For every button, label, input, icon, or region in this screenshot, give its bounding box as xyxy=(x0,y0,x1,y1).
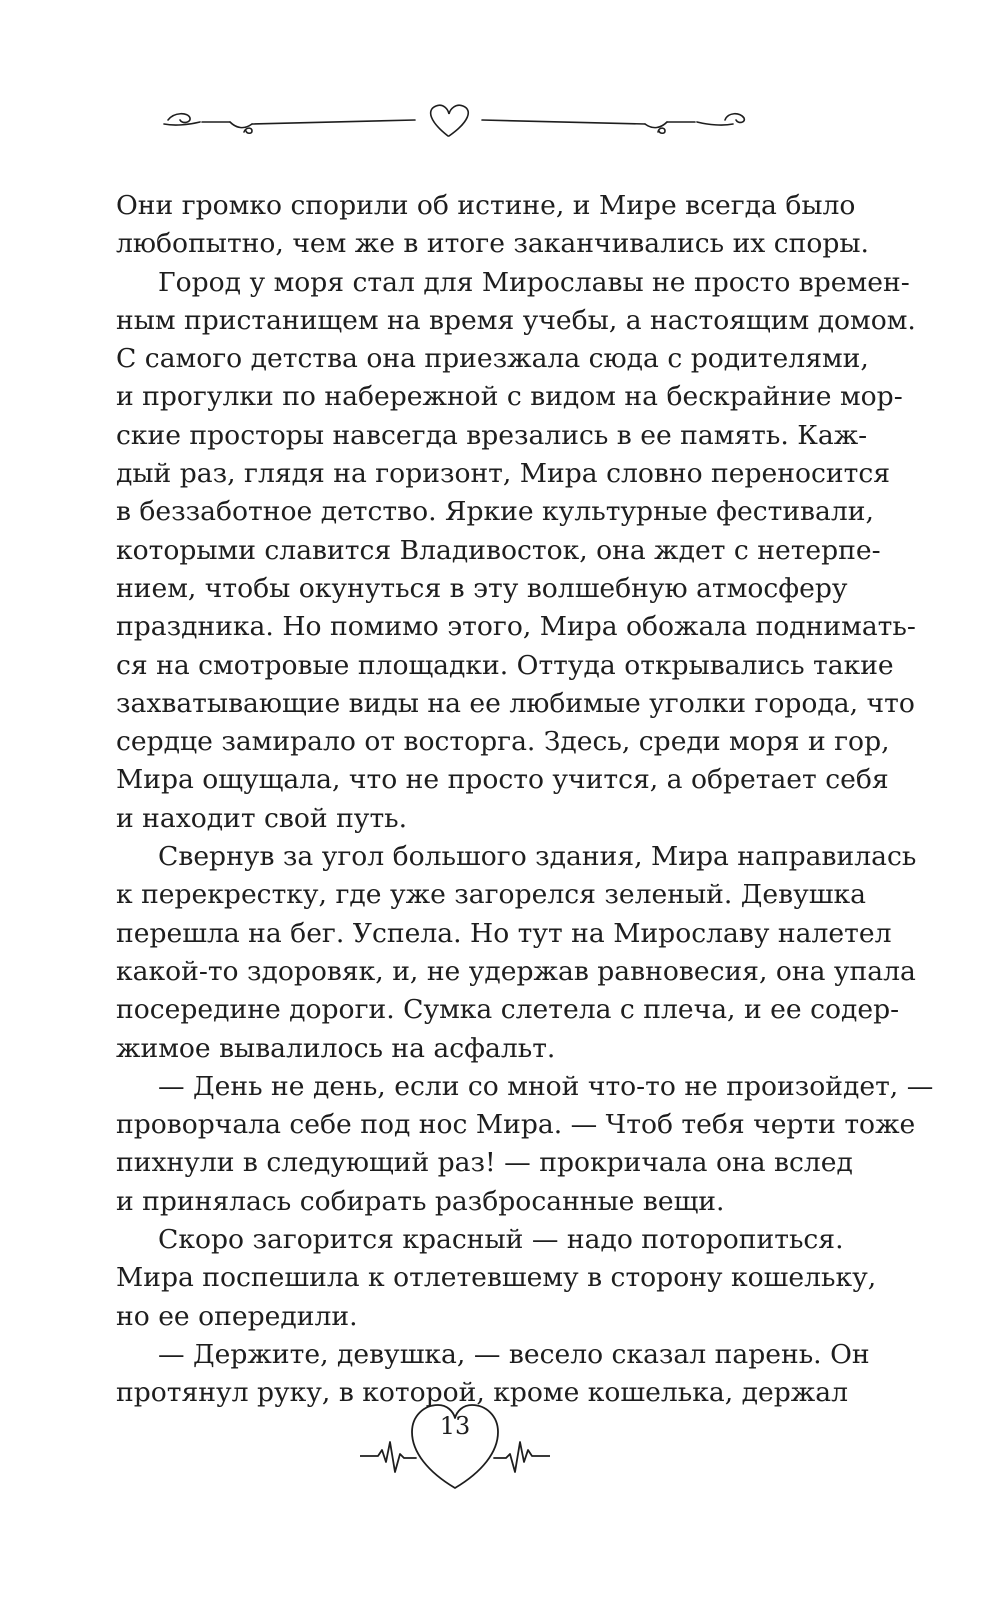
text-line: но ее опередили. xyxy=(116,1300,358,1332)
text-line: Мира ощущала, что не просто учится, а обретает себя xyxy=(116,764,889,796)
text-line: ным пристанищем на время учебы, а настоящим домом. xyxy=(116,304,916,336)
text-line: Город у моря стал для Мирославы не просто времен- xyxy=(158,266,910,298)
page-footer xyxy=(360,1380,550,1498)
text-line: и прогулки по набережной с видом на бескрайние мор- xyxy=(116,381,903,413)
text-line: любопытно, чем же в итоге заканчивались их споры. xyxy=(116,228,870,260)
text-line: проворчала себе под нос Мира. — Чтоб тебя черти тоже xyxy=(116,1109,916,1141)
text-line: посередине дороги. Сумка слетела с плеча, и ее содер- xyxy=(116,994,900,1026)
text-line: С самого детства она приезжала сюда с родителями, xyxy=(116,343,869,375)
text-line: праздника. Но помимо этого, Мира обожала поднимать- xyxy=(116,611,916,643)
text-line: какой-то здоровяк, и, не удержав равновесия, она упала xyxy=(116,955,916,987)
text-line: к перекрестку, где уже загорелся зеленый. Девушка xyxy=(116,879,866,911)
text-line: Мира поспешила к отлетевшему в сторону кошельку, xyxy=(116,1262,877,1294)
text-line: в беззаботное детство. Яркие культурные фестивали, xyxy=(116,496,874,528)
text-line: — День не день, если со мной что-то не произойдет, — xyxy=(158,1070,934,1102)
body-text xyxy=(116,187,934,1413)
text-line: протянул руку, в которой, кроме кошелька, держал xyxy=(116,1377,848,1409)
page-number: 13 xyxy=(439,1412,471,1440)
heart-divider-icon xyxy=(160,100,850,150)
text-line: — Держите, девушка, — весело сказал парень. Он xyxy=(158,1338,870,1370)
text-line: Свернув за угол большого здания, Мира направилась xyxy=(158,841,917,873)
text-line: и находит свой путь. xyxy=(116,802,408,834)
text-line: ские просторы навсегда врезались в ее память. Каж- xyxy=(116,419,868,451)
text-line: перешла на бег. Успела. Но тут на Мирославу налетел xyxy=(116,917,892,949)
text-line: нием, чтобы окунуться в эту волшебную атмосферу xyxy=(116,572,848,604)
text-line: ся на смотровые площадки. Оттуда открывались такие xyxy=(116,649,894,681)
text-line: жимое вывалилось на асфальт. xyxy=(116,1032,556,1064)
text-line: и принялась собирать разбросанные вещи. xyxy=(116,1185,725,1217)
text-line: сердце замирало от восторга. Здесь, среди моря и гор, xyxy=(116,726,890,758)
text-line: которыми славится Владивосток, она ждет с нетерпе- xyxy=(116,534,881,566)
text-line: Скоро загорится красный — надо поторопиться. xyxy=(158,1224,844,1256)
text-line: пихнули в следующий раз! — прокричала она вслед xyxy=(116,1147,853,1179)
text-line: Они громко спорили об истине, и Мире всегда было xyxy=(116,190,856,221)
text-line: захватывающие виды на ее любимые уголки города, что xyxy=(116,687,915,719)
text-line: дый раз, глядя на горизонт, Мира словно переносится xyxy=(116,458,891,490)
